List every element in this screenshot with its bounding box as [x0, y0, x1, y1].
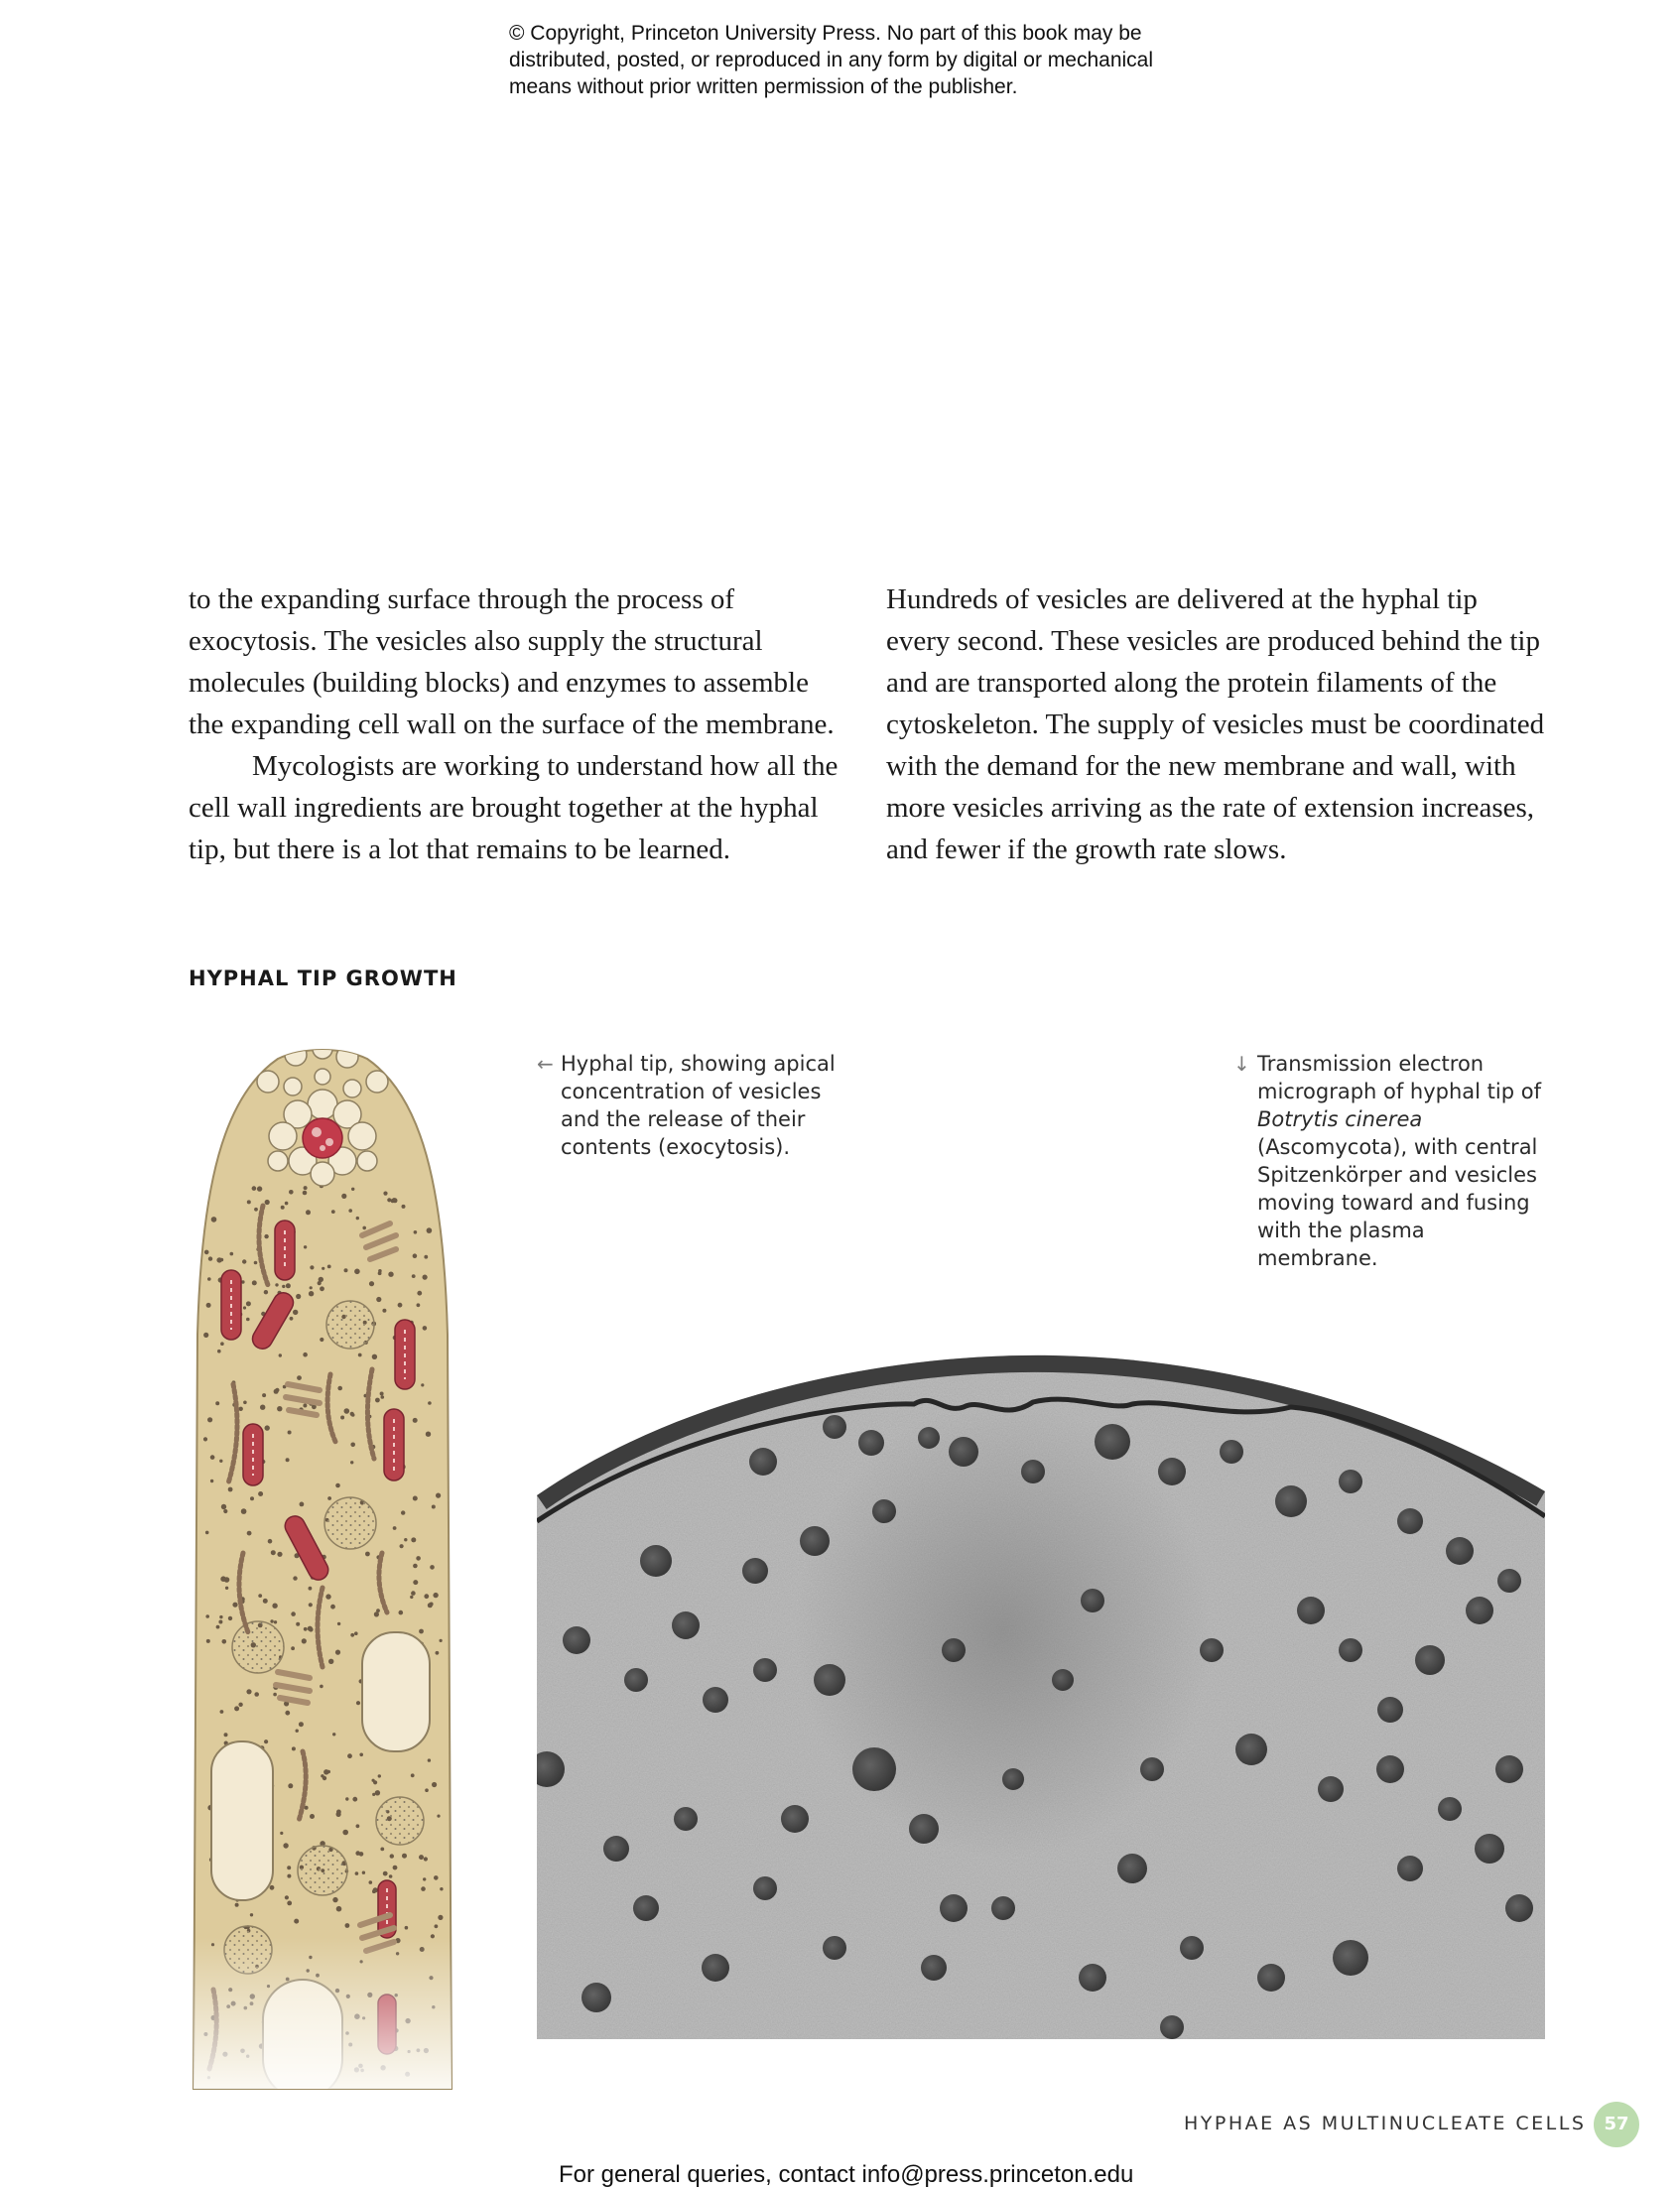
vesicle — [852, 1747, 896, 1791]
vesicle — [624, 1668, 648, 1692]
vesicle — [1095, 1424, 1130, 1460]
figure-heading: HYPHAL TIP GROWTH — [189, 966, 457, 990]
figure-caption-micrograph — [1233, 1050, 1545, 1272]
vesicle — [1220, 1440, 1243, 1464]
vesicle — [1318, 1776, 1344, 1802]
vesicle — [918, 1427, 940, 1449]
vesicle — [753, 1876, 777, 1900]
vesicle — [1079, 1964, 1106, 1992]
vesicle — [1160, 2015, 1184, 2039]
vesicle — [823, 1415, 846, 1439]
vesicle — [781, 1805, 809, 1833]
vesicle — [603, 1836, 629, 1862]
caption-text: Transmission electron micrograph of hyphal tip of — [1257, 1052, 1541, 1103]
spitzenkorper-region — [795, 1402, 1212, 1859]
arrow-left-icon: ← — [537, 1052, 554, 1076]
body-paragraph: Hundreds of vesicles are delivered at the hyphal tip every second. These vesicles are produced behind the tip and are transported along the protein filaments of the cytoskeleton. The supply of vesicles must be coordinated with the demand for the new membrane and wall, with more vesicles arriving as the rate of extension increases, and fewer if the growth rate slows. — [886, 583, 1545, 865]
vesicle — [640, 1545, 672, 1577]
vesicle — [858, 1430, 884, 1456]
vesicle — [674, 1807, 698, 1831]
copyright-line: © Copyright, Princeton University Press. No part of this book may be — [509, 22, 1142, 45]
running-footer: HYPHAE AS MULTINUCLEATE CELLS — [1184, 2113, 1587, 2134]
body-column-right — [886, 579, 1546, 870]
copyright-notice — [509, 20, 1224, 100]
vesicle — [633, 1895, 659, 1921]
copyright-line: distributed, posted, or reproduced in any form by digital or mechanical — [509, 49, 1154, 71]
vesicle — [1297, 1597, 1325, 1624]
body-column-left — [189, 579, 843, 870]
vesicle — [1257, 1964, 1285, 1992]
vesicle — [1333, 1940, 1368, 1976]
vesicle — [749, 1448, 777, 1476]
vesicle — [1081, 1589, 1104, 1612]
vesicle — [1158, 1458, 1186, 1485]
vesicle — [1235, 1734, 1267, 1765]
body-paragraph: to the expanding surface through the process of exocytosis. The vesicles also supply the structural molecules (building blocks) and enzymes to assemble the expanding cell wall on the surface of the membrane. — [189, 583, 835, 740]
vesicle — [672, 1611, 700, 1639]
vesicle — [909, 1814, 939, 1844]
vesicle — [1415, 1645, 1445, 1675]
figure-caption-illustration — [537, 1050, 858, 1161]
vesicle — [991, 1896, 1015, 1920]
vesicle — [1200, 1638, 1224, 1662]
vesicle — [1117, 1854, 1147, 1883]
ribosome-dot — [439, 1203, 443, 1207]
vesicle — [1397, 1508, 1423, 1534]
vesicle — [1376, 1755, 1404, 1783]
vesicle — [702, 1954, 729, 1982]
arrow-down-icon: ↓ — [1233, 1052, 1250, 1076]
vesicle — [742, 1558, 768, 1584]
ribosome-dot — [437, 1187, 442, 1192]
vesicle — [1021, 1460, 1045, 1483]
vesicle — [814, 1664, 845, 1696]
vesicle — [942, 1638, 966, 1662]
vesicle — [1466, 1597, 1493, 1624]
vesicle — [949, 1437, 978, 1467]
vesicle — [1275, 1485, 1307, 1517]
vesicle — [563, 1626, 590, 1654]
vesicle — [1438, 1797, 1462, 1821]
vesicle — [1140, 1757, 1164, 1781]
hyphal-tip-illustration — [184, 1037, 466, 2109]
vesicle — [1180, 1936, 1204, 1960]
vesicle — [1497, 1569, 1521, 1593]
contact-footer: For general queries, contact info@press.princeton.edu — [559, 2161, 1134, 2188]
vesicle — [703, 1687, 728, 1713]
species-name: Botrytis cinerea — [1257, 1107, 1423, 1131]
vesicle — [1397, 1856, 1423, 1881]
vesicle — [1377, 1697, 1403, 1723]
vesicle — [872, 1499, 896, 1523]
vesicle — [1052, 1669, 1074, 1691]
vesicle — [1505, 1894, 1533, 1922]
caption-text: (Ascomycota), with central Spitzenkörper and vesicles moving toward and fusing with the plasma membrane. — [1257, 1135, 1538, 1270]
vesicle — [1339, 1470, 1362, 1493]
vesicle — [1475, 1834, 1504, 1864]
vesicle — [1446, 1537, 1474, 1565]
vesicle — [753, 1658, 777, 1682]
electron-micrograph — [537, 1352, 1545, 2039]
vesicle — [800, 1526, 830, 1556]
vesicle — [1339, 1638, 1362, 1662]
caption-text: Hyphal tip, showing apical concentration of vesicles and the release of their contents (exocytosis). — [561, 1052, 836, 1159]
vesicle — [1002, 1768, 1024, 1790]
page-number-badge: 57 — [1594, 2102, 1639, 2147]
body-paragraph: Mycologists are working to understand how all the cell wall ingredients are brought together at the hyphal tip, but there is a lot that remains to be learned. — [189, 750, 839, 865]
vesicle — [1495, 1755, 1523, 1783]
vesicle — [582, 1983, 611, 2012]
vesicle — [921, 1955, 947, 1981]
vesicle — [940, 1894, 968, 1922]
copyright-line: means without prior written permission of the publisher. — [509, 75, 1018, 98]
vesicle — [823, 1936, 846, 1960]
